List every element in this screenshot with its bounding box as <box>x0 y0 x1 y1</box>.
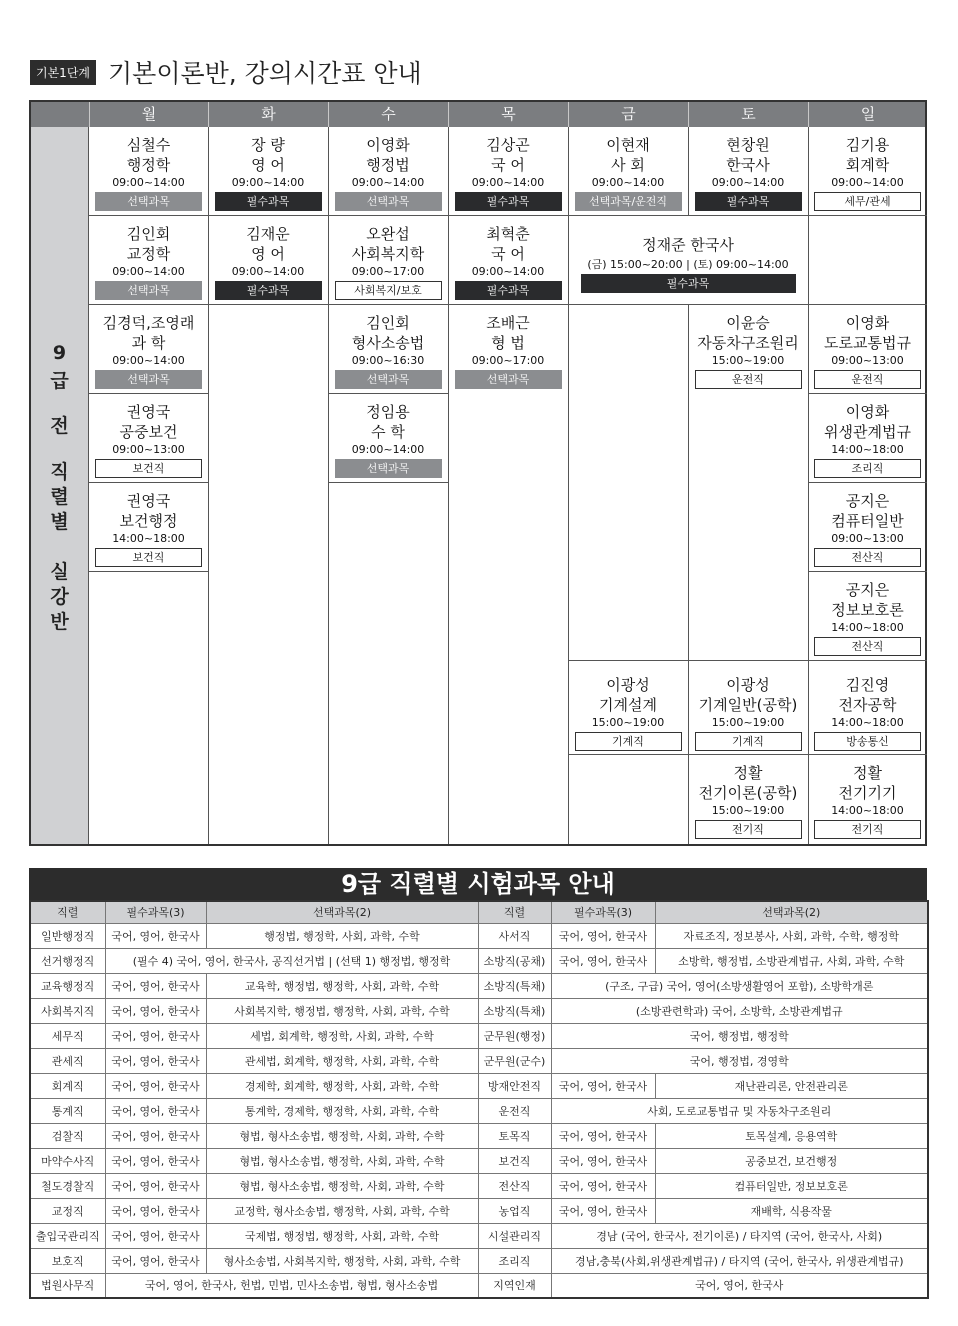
class-subject: 공중보건 <box>119 423 178 441</box>
class-cell <box>208 135 328 211</box>
class-time: 09:00~14:00 <box>231 265 305 278</box>
required-cell: 국어, 영어, 한국사 <box>105 1173 206 1198</box>
elective-cell: 사회복지학, 행정법, 행정학, 사회, 과학, 수학 <box>206 998 478 1023</box>
day-mon: 월 <box>89 102 208 127</box>
series-cell: 교육행정직 <box>30 973 105 998</box>
category-badge: 전기직 <box>695 820 802 839</box>
class-time: 15:00~19:00 <box>711 716 785 729</box>
class-subject: 전기이론(공학) <box>698 784 798 802</box>
subjects-cell: 국어, 행정법, 경영학 <box>551 1048 928 1073</box>
exam-table-title: 9급 직렬별 시험과목 안내 <box>29 868 927 900</box>
instructor-name: 이윤승 <box>726 314 770 332</box>
col-header: 직렬 <box>478 901 551 923</box>
class-cell <box>808 491 927 567</box>
required-cell: 국어, 영어, 한국사 <box>105 1198 206 1223</box>
instructor-name: 김기용 <box>845 136 890 154</box>
category-badge: 필수과목 <box>455 192 562 211</box>
instructor-name: 정임용 <box>366 403 410 421</box>
subjects-cell: 국어, 영어, 한국사 <box>551 1273 928 1298</box>
required-cell: 국어, 영어, 한국사 <box>105 1123 206 1148</box>
class-subject: 자동차구조원리 <box>697 334 799 352</box>
series-cell: 전산직 <box>478 1173 551 1198</box>
class-time: 09:00~13:00 <box>112 443 185 456</box>
day-tue: 화 <box>208 102 328 127</box>
table-row <box>30 1148 928 1173</box>
table-row <box>30 1048 928 1073</box>
subjects-cell: 국어, 영어, 한국사, 헌법, 민법, 민사소송법, 형법, 형사소송법 <box>105 1273 478 1298</box>
series-cell: 선거행정직 <box>30 948 105 973</box>
class-cell <box>688 313 808 389</box>
category-badge: 전산직 <box>814 637 921 656</box>
required-cell: 국어, 영어, 한국사 <box>105 998 206 1023</box>
class-cell <box>808 580 927 656</box>
instructor-name: 김진영 <box>845 676 890 694</box>
day-wed: 수 <box>328 102 448 127</box>
class-cell <box>328 313 448 389</box>
required-cell: 국어, 영어, 한국사 <box>105 1048 206 1073</box>
class-time: 14:00~18:00 <box>831 716 904 729</box>
class-subject: 한국사 <box>726 156 770 174</box>
table-row <box>30 973 928 998</box>
series-cell: 조리직 <box>478 1248 551 1273</box>
instructor-name: 심철수 <box>126 136 171 154</box>
category-badge: 선택과목 <box>335 459 442 478</box>
col-header: 필수과목(3) <box>551 901 655 923</box>
schedule-grid <box>29 100 927 846</box>
day-sun: 일 <box>808 102 927 127</box>
instructor-name: 이영화 <box>845 314 890 332</box>
required-cell: 국어, 영어, 한국사 <box>105 1098 206 1123</box>
instructor-name: 오완섭 <box>366 225 410 243</box>
class-cell <box>568 675 688 751</box>
class-subject: 회계학 <box>845 156 890 174</box>
required-cell: 국어, 영어, 한국사 <box>551 1173 655 1198</box>
category-badge: 선택과목 <box>95 370 202 389</box>
col-header: 직렬 <box>30 901 105 923</box>
category-badge: 기계직 <box>695 732 802 751</box>
subjects-cell: 경남,충북(사회,위생관계법규) / 타지역 (국어, 한국사, 위생관계법규) <box>551 1248 928 1273</box>
category-badge: 필수과목 <box>455 281 562 300</box>
table-row <box>30 948 928 973</box>
series-cell: 소방직(공채) <box>478 948 551 973</box>
table-row <box>30 998 928 1023</box>
instructor-name: 김인회 <box>366 314 410 332</box>
instructor-name: 권영국 <box>126 492 171 510</box>
category-badge: 전산직 <box>814 548 921 567</box>
required-cell: 국어, 영어, 한국사 <box>551 1148 655 1173</box>
instructor-name: 이영화 <box>366 136 410 154</box>
class-time: 09:00~17:00 <box>351 265 425 278</box>
subjects-cell: (소방관련학과) 국어, 소방학, 소방관계법규 <box>551 998 928 1023</box>
instructor-name: 이광성 <box>606 676 650 694</box>
side-label <box>31 127 89 844</box>
elective-cell: 경제학, 회계학, 행정학, 사회, 과학, 수학 <box>206 1073 478 1098</box>
series-cell: 통계직 <box>30 1098 105 1123</box>
instructor-name: 정재준 한국사 <box>642 236 734 254</box>
series-cell: 군무원(군수) <box>478 1048 551 1073</box>
class-subject: 기계일반(공학) <box>698 696 798 714</box>
class-subject: 수 학 <box>371 423 405 441</box>
class-cell <box>808 313 927 389</box>
side-label-char: 전 <box>50 415 69 437</box>
class-time: 09:00~14:00 <box>351 443 425 456</box>
elective-cell: 형법, 형사소송법, 행정학, 사회, 과학, 수학 <box>206 1123 478 1148</box>
elective-cell: 자료조직, 정보봉사, 사회, 과학, 수학, 행정학 <box>655 923 928 948</box>
instructor-name: 김인회 <box>126 225 171 243</box>
required-cell: 국어, 영어, 한국사 <box>551 1198 655 1223</box>
instructor-name: 장 량 <box>251 136 285 154</box>
series-cell: 농업직 <box>478 1198 551 1223</box>
required-cell: 국어, 영어, 한국사 <box>551 1073 655 1098</box>
class-time: 09:00~14:00 <box>112 265 185 278</box>
category-badge: 선택과목 <box>455 370 562 389</box>
table-row <box>30 1023 928 1048</box>
subjects-cell: 경남 (국어, 한국사, 전기이론) / 타지역 (국어, 한국사, 사회) <box>551 1223 928 1248</box>
class-subject: 사 회 <box>611 156 645 174</box>
series-cell: 철도경찰직 <box>30 1173 105 1198</box>
class-cell <box>208 224 328 300</box>
table-row <box>30 1123 928 1148</box>
series-cell: 방재안전직 <box>478 1073 551 1098</box>
class-time: 15:00~19:00 <box>711 354 785 367</box>
table-row <box>30 1273 928 1298</box>
class-time: 14:00~18:00 <box>112 532 185 545</box>
category-badge: 선택과목/운전직 <box>575 192 682 211</box>
exam-subjects-table <box>29 900 929 1299</box>
series-cell: 시설관리직 <box>478 1223 551 1248</box>
instructor-name: 조배근 <box>486 314 530 332</box>
category-badge: 선택과목 <box>335 370 442 389</box>
series-cell: 관세직 <box>30 1048 105 1073</box>
table-row <box>30 923 928 948</box>
class-cell <box>568 135 688 211</box>
required-cell: 국어, 영어, 한국사 <box>551 923 655 948</box>
category-badge: 방송통신 <box>814 732 921 751</box>
class-subject: 형 법 <box>491 334 525 352</box>
category-badge: 사회복지/보호 <box>335 281 442 300</box>
series-cell: 마약수사직 <box>30 1148 105 1173</box>
elective-cell: 소방학, 행정법, 소방관계법규, 사회, 과학, 수학 <box>655 948 928 973</box>
col-header: 선택과목(2) <box>655 901 928 923</box>
table-row <box>30 1098 928 1123</box>
series-cell: 보건직 <box>478 1148 551 1173</box>
class-time: 09:00~14:00 <box>351 176 425 189</box>
class-cell <box>89 491 208 567</box>
category-badge: 선택과목 <box>95 192 202 211</box>
elective-cell: 재배학, 식용작물 <box>655 1198 928 1223</box>
series-cell: 군무원(행정) <box>478 1023 551 1048</box>
category-badge: 기계직 <box>575 732 682 751</box>
subjects-cell: 국어, 행정법, 행정학 <box>551 1023 928 1048</box>
class-subject: 교정학 <box>126 245 171 263</box>
required-cell: 국어, 영어, 한국사 <box>105 923 206 948</box>
class-cell <box>328 224 448 300</box>
stage-tag: 기본1단계 <box>30 60 96 85</box>
class-cell <box>688 135 808 211</box>
category-badge: 필수과목 <box>215 192 322 211</box>
series-cell: 보호직 <box>30 1248 105 1273</box>
series-cell: 세무직 <box>30 1023 105 1048</box>
instructor-name: 김상곤 <box>486 136 530 154</box>
table-header-row <box>30 901 928 923</box>
class-cell <box>688 763 808 839</box>
col-header: 필수과목(3) <box>105 901 206 923</box>
elective-cell: 행정법, 행정학, 사회, 과학, 수학 <box>206 923 478 948</box>
elective-cell: 컴퓨터일반, 정보보호론 <box>655 1173 928 1198</box>
class-cell <box>688 675 808 751</box>
instructor-name: 이광성 <box>726 676 770 694</box>
series-cell: 사서직 <box>478 923 551 948</box>
class-subject: 영 어 <box>251 245 285 263</box>
series-cell: 사회복지직 <box>30 998 105 1023</box>
class-time: 09:00~16:30 <box>351 354 425 367</box>
page-header <box>30 55 422 89</box>
instructor-name: 김경덕,조영래 <box>102 314 195 332</box>
category-badge: 운전직 <box>695 370 802 389</box>
class-cell <box>808 402 927 478</box>
class-time: 14:00~18:00 <box>831 804 904 817</box>
class-cell <box>448 135 568 211</box>
series-cell: 검찰직 <box>30 1123 105 1148</box>
series-cell: 회계직 <box>30 1073 105 1098</box>
class-subject: 사회복지학 <box>351 245 425 263</box>
series-cell: 토목직 <box>478 1123 551 1148</box>
table-row <box>30 1173 928 1198</box>
side-label-char: 반 <box>50 611 69 633</box>
required-cell: 국어, 영어, 한국사 <box>105 973 206 998</box>
class-cell <box>808 135 927 211</box>
series-cell: 출입국관리직 <box>30 1223 105 1248</box>
col-header: 선택과목(2) <box>206 901 478 923</box>
class-time: 09:00~14:00 <box>711 176 785 189</box>
instructor-name: 권영국 <box>126 403 171 421</box>
instructor-name: 이영화 <box>845 403 890 421</box>
side-label-char: 별 <box>50 511 69 533</box>
class-cell <box>808 675 927 751</box>
category-badge: 조리직 <box>814 459 921 478</box>
class-time: 09:00~14:00 <box>471 176 545 189</box>
class-time: 09:00~14:00 <box>831 176 904 189</box>
class-subject: 영 어 <box>251 156 285 174</box>
instructor-name: 정활 <box>733 764 763 782</box>
category-badge: 선택과목 <box>95 281 202 300</box>
class-time: 14:00~18:00 <box>831 621 904 634</box>
required-cell: 국어, 영어, 한국사 <box>551 1123 655 1148</box>
series-cell: 소방직(특채) <box>478 998 551 1023</box>
class-time: 09:00~13:00 <box>831 354 904 367</box>
class-subject: 정보보호론 <box>831 601 904 619</box>
class-cell <box>808 763 927 839</box>
class-subject: 국 어 <box>491 245 525 263</box>
side-label-char: 실 <box>50 561 69 583</box>
category-badge: 필수과목 <box>215 281 322 300</box>
class-subject: 행정법 <box>366 156 410 174</box>
class-time: 15:00~19:00 <box>711 804 785 817</box>
series-cell: 법원사무직 <box>30 1273 105 1298</box>
instructor-name: 이현재 <box>606 136 650 154</box>
elective-cell: 세법, 회계학, 행정학, 사회, 과학, 수학 <box>206 1023 478 1048</box>
class-cell <box>89 402 208 478</box>
elective-cell: 형법, 형사소송법, 행정학, 사회, 과학, 수학 <box>206 1173 478 1198</box>
class-cell <box>328 402 448 478</box>
elective-cell: 교육학, 행정법, 행정학, 사회, 과학, 수학 <box>206 973 478 998</box>
series-cell: 소방직(특채) <box>478 973 551 998</box>
elective-cell: 공중보건, 보건행정 <box>655 1148 928 1173</box>
class-time: 09:00~17:00 <box>471 354 545 367</box>
class-time: (금) 15:00~20:00 | (토) 09:00~14:00 <box>587 258 789 271</box>
elective-cell: 관세법, 회계학, 행정학, 사회, 과학, 수학 <box>206 1048 478 1073</box>
class-subject: 형사소송법 <box>351 334 425 352</box>
elective-cell: 국제법, 행정법, 행정학, 사회, 과학, 수학 <box>206 1223 478 1248</box>
class-cell <box>448 313 568 389</box>
day-fri: 금 <box>568 102 688 127</box>
elective-cell: 형법, 형사소송법, 행정학, 사회, 과학, 수학 <box>206 1148 478 1173</box>
day-thu: 목 <box>448 102 568 127</box>
instructor-name: 최혁춘 <box>486 225 530 243</box>
class-cell <box>568 235 808 293</box>
class-time: 09:00~14:00 <box>231 176 305 189</box>
class-cell <box>89 135 208 211</box>
subjects-cell: (필수 4) 국어, 영어, 한국사, 공직선거법 | (선택 1) 행정법, 행정학 <box>105 948 478 973</box>
instructor-name: 공지은 <box>845 492 890 510</box>
category-badge: 보건직 <box>95 459 202 478</box>
class-cell <box>89 224 208 300</box>
category-badge: 운전직 <box>814 370 921 389</box>
class-time: 09:00~14:00 <box>112 176 185 189</box>
side-label-char: 9 <box>52 342 67 364</box>
instructor-name: 김재운 <box>246 225 290 243</box>
class-subject: 전기기기 <box>838 784 897 802</box>
side-label-char: 강 <box>50 586 69 608</box>
side-label-char: 급 <box>50 370 69 392</box>
table-row <box>30 1198 928 1223</box>
instructor-name: 공지은 <box>845 581 890 599</box>
series-cell: 지역인재 <box>478 1273 551 1298</box>
elective-cell: 교정학, 형사소송법, 행정학, 사회, 과학, 수학 <box>206 1198 478 1223</box>
category-badge: 선택과목 <box>335 192 442 211</box>
class-subject: 도로교통법규 <box>824 334 911 352</box>
elective-cell: 재난관리론, 안전관리론 <box>655 1073 928 1098</box>
class-subject: 컴퓨터일반 <box>831 512 904 530</box>
class-time: 09:00~13:00 <box>831 532 904 545</box>
required-cell: 국어, 영어, 한국사 <box>105 1073 206 1098</box>
class-subject: 기계설계 <box>599 696 657 714</box>
class-time: 15:00~19:00 <box>591 716 665 729</box>
day-header-row <box>31 102 925 127</box>
class-time: 09:00~14:00 <box>112 354 185 367</box>
category-badge: 필수과목 <box>695 192 802 211</box>
subjects-cell: (구조, 구급) 국어, 영어(소방생활영어 포함), 소방학개론 <box>551 973 928 998</box>
series-cell: 교정직 <box>30 1198 105 1223</box>
side-label-char: 직 <box>50 461 69 483</box>
class-time: 09:00~14:00 <box>471 265 545 278</box>
required-cell: 국어, 영어, 한국사 <box>105 1148 206 1173</box>
side-label-char: 렬 <box>50 486 69 508</box>
required-cell: 국어, 영어, 한국사 <box>105 1223 206 1248</box>
class-time: 09:00~14:00 <box>591 176 665 189</box>
elective-cell: 형사소송법, 사회복지학, 행정학, 사회, 과학, 수학 <box>206 1248 478 1273</box>
table-row <box>30 1073 928 1098</box>
class-subject: 과 학 <box>131 334 166 352</box>
table-row <box>30 1248 928 1273</box>
subjects-cell: 사회, 도로교통법규 및 자동차구조원리 <box>551 1098 928 1123</box>
elective-cell: 통계학, 경제학, 행정학, 사회, 과학, 수학 <box>206 1098 478 1123</box>
series-cell: 운전직 <box>478 1098 551 1123</box>
class-time: 14:00~18:00 <box>831 443 904 456</box>
class-cell <box>89 313 208 389</box>
instructor-name: 정활 <box>853 764 882 782</box>
class-subject: 위생관계법규 <box>824 423 911 441</box>
class-cell <box>448 224 568 300</box>
required-cell: 국어, 영어, 한국사 <box>105 1248 206 1273</box>
category-badge: 세무/관세 <box>814 192 921 211</box>
class-subject: 전자공학 <box>838 696 897 714</box>
page-title: 기본이론반, 강의시간표 안내 <box>108 59 422 88</box>
series-cell: 일반행정직 <box>30 923 105 948</box>
required-cell: 국어, 영어, 한국사 <box>551 948 655 973</box>
instructor-name: 현창원 <box>726 136 770 154</box>
elective-cell: 토목설계, 응용역학 <box>655 1123 928 1148</box>
category-badge: 필수과목 <box>581 274 796 293</box>
class-subject: 행정학 <box>126 156 171 174</box>
class-cell <box>328 135 448 211</box>
table-row <box>30 1223 928 1248</box>
class-subject: 국 어 <box>491 156 525 174</box>
category-badge: 보건직 <box>95 548 202 567</box>
day-sat: 토 <box>688 102 808 127</box>
category-badge: 전기직 <box>814 820 921 839</box>
required-cell: 국어, 영어, 한국사 <box>105 1023 206 1048</box>
class-subject: 보건행정 <box>119 512 178 530</box>
